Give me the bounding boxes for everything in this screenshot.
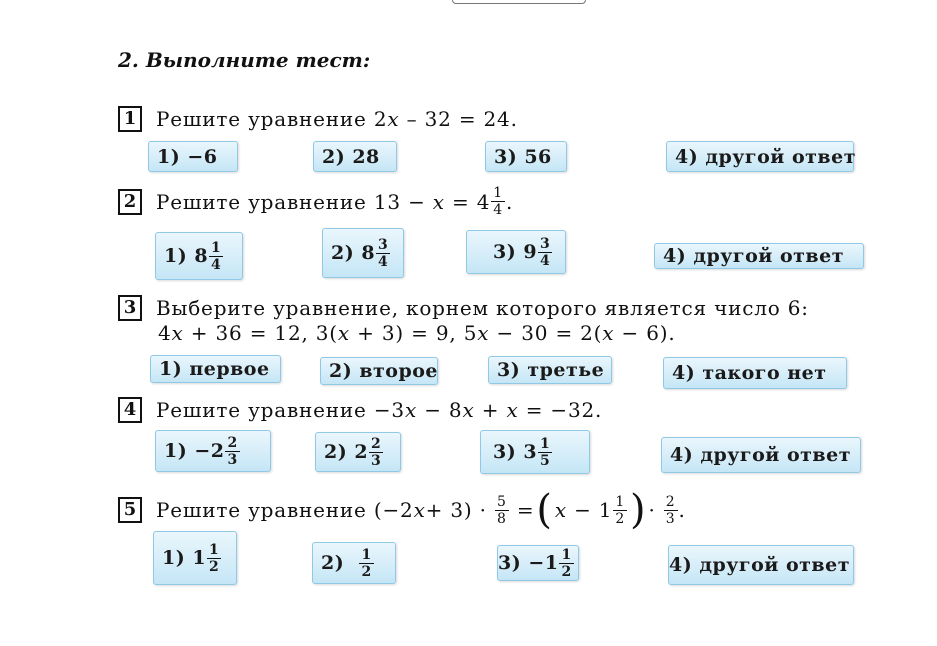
- task-equation: (−2 x + 3) · $\frac{5}{8}$ = ( x − 1 $\frac{1}{2}$ ) · $\frac{2}{3}$ .: [373, 487, 686, 533]
- task-2-prompt: 2 Решите уравнение 13 − x = 4 $\frac{1}{4}$ .: [118, 186, 513, 217]
- task-3-option-3[interactable]: 3) третье: [488, 356, 612, 384]
- task-1-option-4[interactable]: 4) другой ответ: [666, 141, 854, 172]
- task-4-option-2[interactable]: 2) 2 $\frac{2}{3}$: [315, 432, 401, 472]
- task-1-prompt: [118, 106, 518, 132]
- task-2-option-2[interactable]: 2) 8 $\frac{3}{4}$: [322, 228, 404, 278]
- task-5-prompt: [118, 487, 686, 533]
- task-number: 2: [118, 189, 142, 215]
- task-5-option-4[interactable]: 4) другой ответ: [668, 545, 854, 585]
- task-1-option-2[interactable]: 2) 28: [313, 141, 397, 172]
- task-number: 4: [118, 397, 142, 423]
- fraction: $\frac{1}{4}$: [493, 185, 504, 218]
- task-4-prompt: [118, 397, 602, 423]
- task-4-option-3[interactable]: 3) 3 $\frac{1}{5}$: [480, 430, 590, 474]
- task-3-option-1[interactable]: 1) первое: [150, 355, 281, 383]
- task-text: Выберите уравнение, корнем которого является число 6:: [156, 296, 809, 320]
- task-4-option-4[interactable]: 4) другой ответ: [661, 437, 861, 473]
- task-5-option-2[interactable]: 2) $\frac{1}{2}$: [312, 542, 396, 584]
- task-2-option-3[interactable]: 3) 9 $\frac{3}{4}$: [466, 230, 566, 274]
- task-equation: −3x − 8x + x = −32.: [373, 398, 603, 422]
- task-number: 1: [118, 106, 142, 132]
- task-3-option-4[interactable]: 4) такого нет: [663, 357, 847, 389]
- task-3-equations: 4x + 36 = 12, 3(x + 3) = 9, 5x − 30 = 2(x − 6).: [158, 321, 676, 345]
- task-3-prompt: [118, 295, 809, 321]
- task-text: Решите уравнение: [156, 498, 367, 522]
- top-box: [452, 0, 586, 4]
- task-number: 3: [118, 295, 142, 321]
- task-5-option-1[interactable]: 1) 1 $\frac{1}{2}$: [153, 531, 237, 585]
- task-equation: 13 − x = 4: [373, 189, 491, 214]
- task-3-option-2[interactable]: 2) второе: [320, 357, 438, 385]
- task-1-option-3[interactable]: 3) 56: [485, 141, 567, 172]
- task-2-option-4[interactable]: 4) другой ответ: [654, 243, 864, 269]
- task-2-option-1[interactable]: 1) 8 $\frac{1}{4}$: [155, 232, 243, 280]
- task-equation: 2x – 32 = 24.: [373, 107, 518, 131]
- task-5-option-3[interactable]: 3) −1 $\frac{1}{2}$: [497, 545, 579, 581]
- task-text: Решите уравнение: [156, 107, 367, 131]
- page-title: 2. Выполните тест:: [118, 48, 371, 72]
- task-1-option-1[interactable]: 1) −6: [148, 141, 238, 172]
- task-4-option-1[interactable]: 1) −2 $\frac{2}{3}$: [155, 430, 271, 472]
- task-text: Решите уравнение: [156, 189, 367, 214]
- task-number: 5: [118, 497, 142, 523]
- task-text: Решите уравнение: [156, 398, 367, 422]
